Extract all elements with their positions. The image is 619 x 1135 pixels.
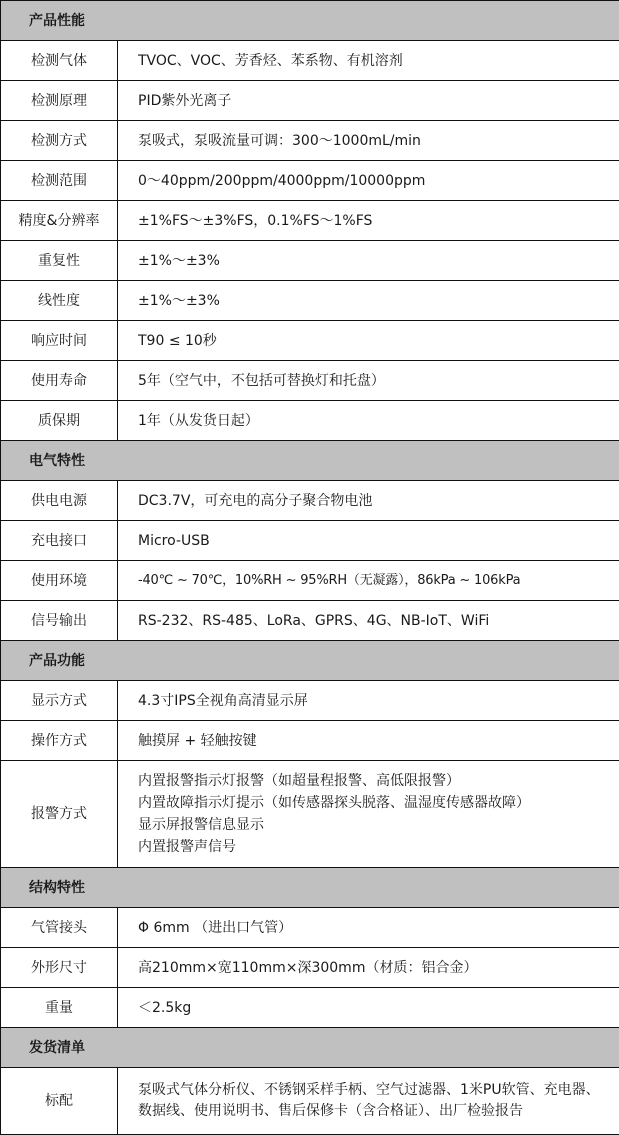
row-label: 充电接口 (1, 521, 118, 561)
row-label: 外形尺寸 (1, 948, 118, 988)
alarm-line: 内置报警指示灯报警（如超量程报警、高低限报警） (138, 770, 613, 792)
section-title: 电气特性 (1, 441, 619, 481)
table-row (1, 81, 619, 121)
row-value: ＜2.5kg (118, 988, 619, 1028)
row-label: 质保期 (1, 401, 118, 441)
row-label: 供电电源 (1, 481, 118, 521)
table-row (1, 41, 619, 81)
row-value: 1年（从发货日起） (118, 401, 619, 441)
row-value: ±1%～±3% (118, 241, 619, 281)
alarm-line: 内置故障指示灯提示（如传感器探头脱落、温湿度传感器故障） (138, 792, 613, 814)
row-label: 响应时间 (1, 321, 118, 361)
table-row (1, 681, 619, 721)
row-value: 高210mm×宽110mm×深300mm（材质：铝合金） (118, 948, 619, 988)
table-row (1, 601, 619, 641)
table-row (1, 281, 619, 321)
row-label: 信号输出 (1, 601, 118, 641)
table-row (1, 121, 619, 161)
section-header-shipping-list (1, 1028, 619, 1068)
row-value: 泵吸式气体分析仪、不锈钢采样手柄、空气过滤器、1米PU软管、充电器、数据线、使用说明书、售后保修卡（含合格证）、出厂检验报告 (118, 1068, 619, 1135)
section-header-structure (1, 868, 619, 908)
row-label: 线性度 (1, 281, 118, 321)
section-header-functions (1, 641, 619, 681)
row-label: 气管接头 (1, 908, 118, 948)
section-header-electrical (1, 441, 619, 481)
row-value: 5年（空气中，不包括可替换灯和托盘） (118, 361, 619, 401)
row-label: 报警方式 (1, 761, 118, 868)
row-value: ±1%FS～±3%FS，0.1%FS～1%FS (118, 201, 619, 241)
row-label: 检测范围 (1, 161, 118, 201)
row-value-multiline (118, 761, 619, 868)
row-label: 操作方式 (1, 721, 118, 761)
row-label: 检测气体 (1, 41, 118, 81)
row-label: 使用寿命 (1, 361, 118, 401)
section-title: 产品功能 (1, 641, 619, 681)
row-value: Φ 6mm （进出口气管） (118, 908, 619, 948)
row-value: RS-232、RS-485、LoRa、GPRS、4G、NB-IoT、WiFi (118, 601, 619, 641)
table-row (1, 908, 619, 948)
row-value: PID紫外光离子 (118, 81, 619, 121)
row-value: DC3.7V，可充电的高分子聚合物电池 (118, 481, 619, 521)
table-row (1, 361, 619, 401)
alarm-line: 内置报警声信号 (138, 836, 613, 858)
table-row (1, 321, 619, 361)
table-row (1, 401, 619, 441)
row-value: Micro-USB (118, 521, 619, 561)
section-title: 结构特性 (1, 868, 619, 908)
row-label: 使用环境 (1, 561, 118, 601)
section-title: 产品性能 (1, 1, 619, 41)
row-label: 检测原理 (1, 81, 118, 121)
row-value: TVOC、VOC、芳香烃、苯系物、有机溶剂 (118, 41, 619, 81)
row-label: 检测方式 (1, 121, 118, 161)
alarm-line: 显示屏报警信息显示 (138, 814, 613, 836)
table-row (1, 201, 619, 241)
row-label: 重复性 (1, 241, 118, 281)
row-value: 触摸屏 + 轻触按键 (118, 721, 619, 761)
row-value: 泵吸式，泵吸流量可调：300～1000mL/min (118, 121, 619, 161)
row-value: -40℃ ~ 70℃，10%RH ~ 95%RH（无凝露），86kPa ~ 106kPa (118, 561, 619, 601)
row-value: 0～40ppm/200ppm/4000ppm/10000ppm (118, 161, 619, 201)
table-row (1, 721, 619, 761)
row-value: ±1%～±3% (118, 281, 619, 321)
row-label: 标配 (1, 1068, 118, 1135)
table-row (1, 988, 619, 1028)
table-row-alarm (1, 761, 619, 868)
table-row (1, 561, 619, 601)
table-row (1, 521, 619, 561)
table-row (1, 948, 619, 988)
row-label: 显示方式 (1, 681, 118, 721)
table-row (1, 161, 619, 201)
section-header-performance (1, 1, 619, 41)
row-value: T90 ≤ 10秒 (118, 321, 619, 361)
row-value: 4.3寸IPS全视角高清显示屏 (118, 681, 619, 721)
table-row (1, 481, 619, 521)
row-label: 精度&分辨率 (1, 201, 118, 241)
section-title: 发货清单 (1, 1028, 619, 1068)
table-row (1, 241, 619, 281)
row-label: 重量 (1, 988, 118, 1028)
table-row-standard-kit (1, 1068, 619, 1135)
